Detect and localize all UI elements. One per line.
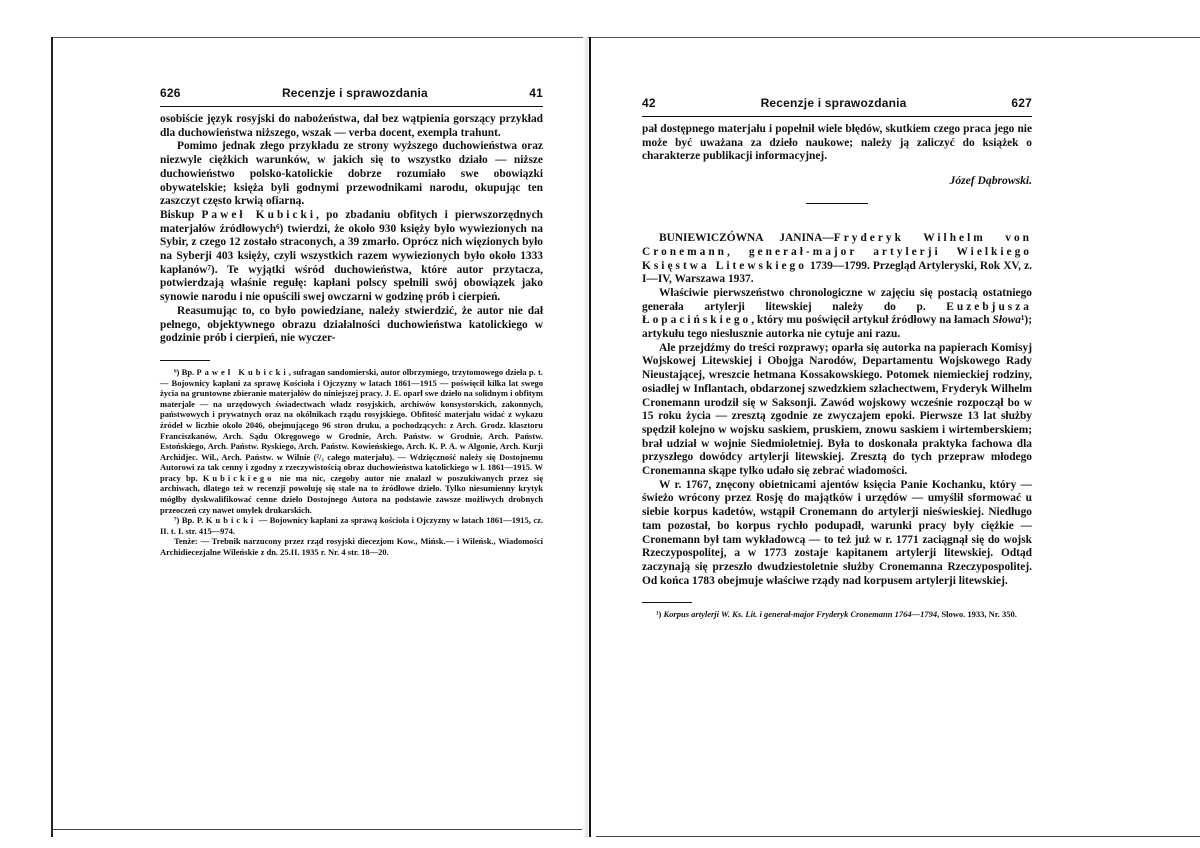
left-paragraph-3 bbox=[160, 209, 543, 305]
footnote-7: ⁷) Bp. P. Kubicki — Bojownicy kapłani za sprawą kościoła i Ojczyzny w latach 1861—1915, cz. II. t. I. str. 415—974. bbox=[160, 515, 544, 536]
review-paragraph-1: Właściwie pierwszeństwo chronologiczne w zajęciu się postacią ostatniego generała artylerji litewskiej należy do p. Euzebjusza Łopacińskiego, który mu poświęcił artykuł źródłowy na łamach Słowa¹); artykułu tego niesłusznie autorka nie cytuje ani razu. bbox=[642, 286, 1032, 341]
review-title: Fryderyk Wilhelm von Cronemann, generał-major artylerji Wielkiego Księstwa Litewskiego bbox=[642, 232, 1032, 272]
scan-edge-left bbox=[51, 37, 53, 837]
right-head-rule bbox=[642, 116, 1032, 117]
footnote-6-name-2: Kubickiego bbox=[202, 472, 275, 483]
left-head-rule bbox=[160, 106, 543, 107]
right-body bbox=[642, 123, 1032, 164]
lopacinski-name: Euzebjusza Łopacińskiego bbox=[642, 300, 1032, 327]
footnote-extra: Tenże: — Trebnik narzucony przez rząd rosyjski diecezjom Kow., Mińsk.— i Wileńsk., Wiadomości Archidiecezjalne Wileńskie z dn. 25.II. 1935 r. Nr. 4 str. 18—20. bbox=[160, 536, 543, 558]
footnote-1-title: Korpus artylerji W. Ks. Lit. i generał-major Fryderyk Cronemann 1764—1794 bbox=[663, 609, 938, 620]
review-details: 1739—1799. Przegląd Artyleryski, Rok XV, z. I—IV, Warszawa 1937. bbox=[642, 259, 1032, 286]
right-review-body bbox=[642, 232, 1032, 588]
review-paragraph-3: W r. 1767, znęcony obietnicami ajentów księcia Panie Kochanku, który — świeżo wrócony przez Rosję do majątków i urzędów — umyślił sformować u siebie korpus kadetów, wstąpił Cronemann do artylerji nieświeskiej. Niedługo tam pozostał, bo korpus rychło podupadł, warunki pracy były ciężkie — Cronemann był tam wykładowcą — to też już w r. 1771 zaciągnął się do wojsk Rzeczypospolitej, a w 1773 zostaje kapitanem artylerji litewskiej. Odtąd zaczynają się przeszło dwudziestoletnie służby Cronemanna Rzeczypospolitej. Od końca 1783 obejmuje właściwe rządy nad korpusem artylerji litewskiej. bbox=[642, 478, 1032, 587]
right-running-head bbox=[642, 96, 1032, 114]
right-intro-paragraph: pał dostępnego materjału i popełnił wiele błędów, skutkiem czego praca jego nie może być uważana za dzieło naukowe; należy ją zaliczyć do książek o charakterze publikacji informacyjnej. bbox=[642, 123, 1032, 163]
left-footnote-rule bbox=[160, 360, 210, 361]
left-paragraph-2: Pomimo jednak złego przykładu ze strony wyższego duchowieństwa oraz niezwyle ciężkich warunków, w jakich się to wszystko działo — niższe duchowieństwo polsko-katolickie dobrze rozumiało swe obowiązki obywatelskie; księża byli godnymi przewodnikami narodu, okupując ten zaszczyt często krwią ofiarną. bbox=[160, 140, 543, 208]
journal-title: Słowa bbox=[992, 314, 1021, 327]
left-body bbox=[160, 113, 543, 346]
review-divider bbox=[806, 203, 868, 204]
left-paragraph-1: osobiście język rosyjski do nabożeństwa, dał bez wątpienia gorszący przykład dla duchowieństwa niższego, wszak — verba docent, exempla trahunt. bbox=[160, 113, 543, 139]
scan-edge-bottom-left bbox=[52, 829, 582, 830]
gutter-shadow bbox=[583, 37, 588, 837]
right-running-title: Recenzje i sprawozdania bbox=[760, 96, 907, 110]
bishop-paragraph-text: , po zbadaniu obfitych i pierwszorzędnych materjałów źródłowych⁶) twierdzi, że około 930 księży było wywiezionych na Sybir, z czego 12 zostało straconych, a 39 zmarło. Oprócz nich więzionych było na Syberji 403 księży, czyli wszystkich razem wywiezionych było około 1333 kapłanów⁷). Te wyjątki wśród duchowieństwa, które autor przytacza, potwierdzają właśnie regułę: kapłani polscy spełnili swój obowiązek jako synowie narodu i nie opuścili swej owczarni w godzinę prób i cierpień. bbox=[160, 208, 543, 304]
right-page-number: 627 bbox=[1011, 96, 1032, 110]
footnote-6: ⁶) Bp. Paweł Kubicki, sufragan sandomierski, autor olbrzymiego, trzytomowego dzieła p. t. — Bojownicy kapłani za sprawę Kościoła i Ojczyzny w latach 1861—1915 — poświęcił kilka lat swego życia na gruntowne zbieranie materjałów do niniejszej pracy. J. E. oparł swe dzieło na solidnym i obfitym materjale — na urzędowych świadectwach władz rosyjskich, archiwów konsystorskich, zakonnych, państwowych i prywatnych oraz na okólnikach rządu rosyjskiego. Obfitość materjału widać z wykazu źródeł w liczbie około 2046, obejmującego 96 stron druku, a pochodzących: z Arch. Grodz. klasztoru Franciszkanów, Arch. Sądu Okręgowego w Grodnie, Arch. Państw. w Grodnie, Arch. Państw. Estońskiego, Arch. Państw. Ryskiego, Arch. Państw. Kowieńskiego, Arch. K. P. A. w Algonie, Arch. Kurji Archidjec. Wil., Arch. Państw. w Wilnie (²/₃ całego materjału). — Wdzięczność należy się Dostojnemu Autorowi za tak cenny i zgodny z rzeczywistością obraz duchowieństwa katolickiego w l. 1861—1915. W pracy bp. Kubickiego nie ma nic, czegoby autor nie znalazł w poszukiwanych przez się archiwach, dlatego też w recenzji powołuję się stale na to źródłowe dzieło. Tylko niesumienny krytyk mógłby dyskwalifikować cenne dzieło Dostojnego Autora na podstawie zawsze możliwych drobnych przeoczeń czy nawet omyłek drukarskich. bbox=[160, 366, 544, 515]
scan-edge-top bbox=[52, 37, 1200, 38]
bishop-prefix: Biskup bbox=[160, 208, 195, 221]
left-running-head bbox=[160, 86, 543, 104]
right-page bbox=[642, 96, 1032, 620]
left-page bbox=[160, 86, 543, 558]
scan-edge-bottom-right bbox=[596, 836, 1200, 837]
left-volume-page: 41 bbox=[529, 86, 543, 100]
left-paragraph-4: Reasumując to, co było powiedziane, należy stwierdzić, że autor nie dał pełnego, objektywnego obrazu działalności duchowieństwa katolickiego w godzinie prób i cierpień, nie wyczer- bbox=[160, 304, 543, 345]
left-running-title: Recenzje i sprawozdania bbox=[281, 86, 428, 100]
right-footnotes bbox=[642, 609, 1032, 620]
footnote-7-name: Kubicki bbox=[205, 515, 257, 526]
footnote-6-name: Paweł Kubicki bbox=[196, 366, 289, 377]
left-footnotes bbox=[160, 367, 543, 558]
right-volume-page: 42 bbox=[642, 96, 656, 110]
review-signature: Józef Dąbrowski. bbox=[949, 174, 1032, 188]
review-paragraph-2: Ale przejdźmy do treści rozprawy; oparła się autorka na papierach Komisyj Wojskowej Litewskiej i Obojga Narodów, Departamentu Wojskowego Rady Nieustającej, wreszcie hetmana Kossakowskiego. Potomek niemieckiej rodziny, osiadłej w Inflantach, obdarzonej szwedzkiem szlachectwem, Fryderyk Wilhelm Cronemann urodził się w Saksonji. Zawód wojskowy wcześnie rozpoczął bo w 15 roku życia — zresztą zgodnie ze zwyczajem epoki. Pierwsze 13 lat służby spędził kolejno w wojsku saskiem, pruskiem, znowu saskiem i wirtemberskiem; brał udział w wojnie Siedmioletniej. Była to doskonała praktyka fachowa dla przyszłego dowódcy artylerji litewskiej. Zresztą do tych przepraw młodego Cronemanna skąpe tylko udało się zebrać wiadomości. bbox=[642, 341, 1032, 478]
right-footnote-rule bbox=[642, 602, 692, 603]
book-gutter bbox=[589, 37, 591, 837]
review-heading bbox=[642, 232, 1032, 287]
bishop-name: Paweł Kubicki bbox=[201, 208, 317, 221]
footnote-1: ¹) Korpus artylerji W. Ks. Lit. i generał-major Fryderyk Cronemann 1764—1794, Słowo. 1933, Nr. 350. bbox=[656, 609, 1017, 620]
left-page-number: 626 bbox=[160, 86, 181, 100]
review-author: BUNIEWICZÓWNA JANINA— bbox=[659, 232, 834, 245]
